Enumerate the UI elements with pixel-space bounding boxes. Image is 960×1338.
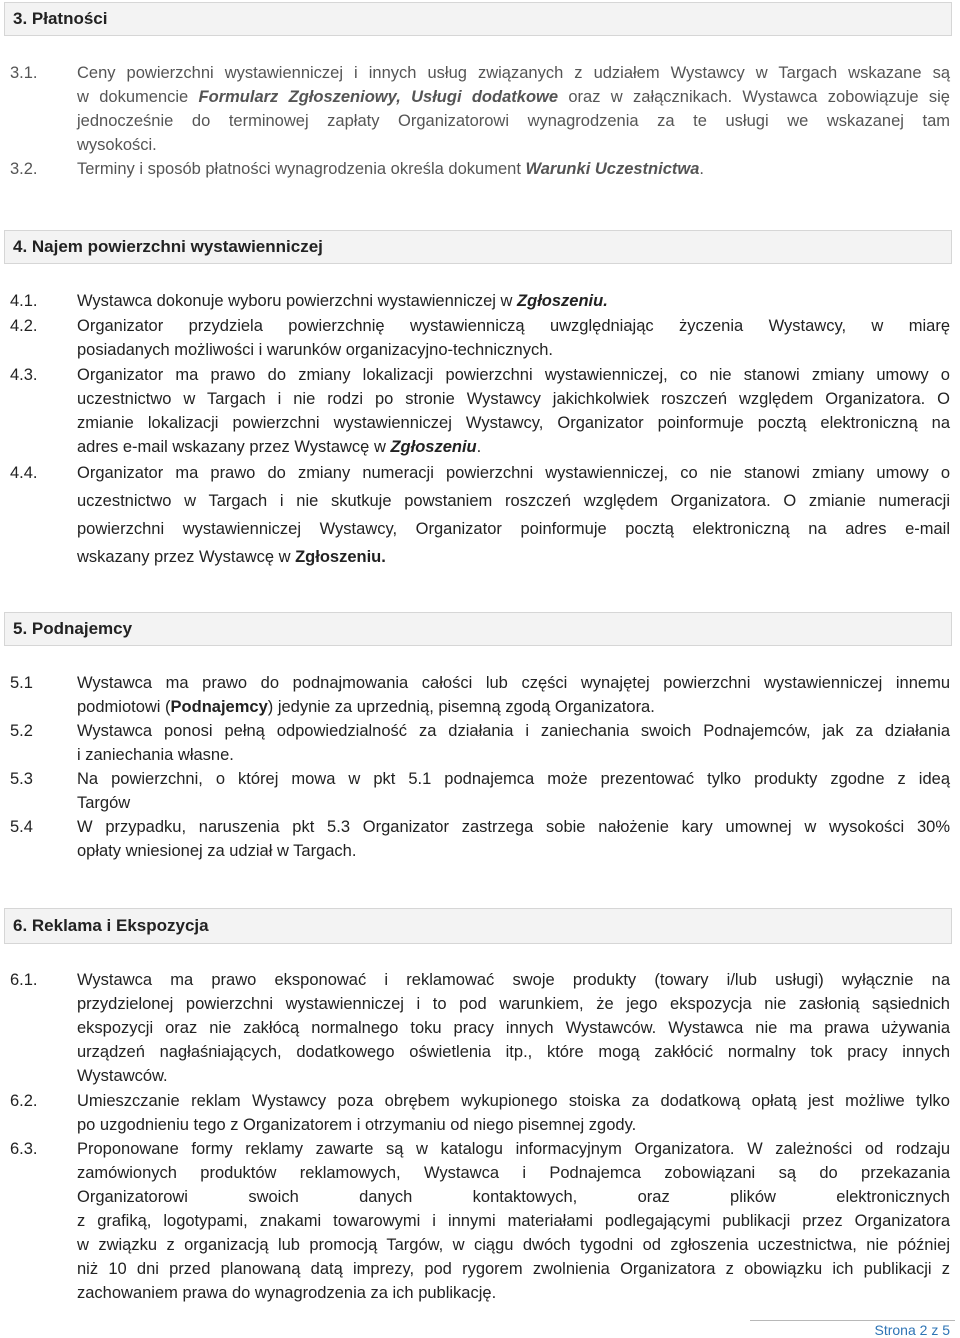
section-3-heading xyxy=(4,2,952,36)
text-line: W przypadku, naruszenia pkt 5.3 Organizator zastrzega sobie nałożenie kary umownej w wysokości 30% xyxy=(77,818,950,836)
text-line: urządzeń nagłaśniających, dodatkowego oświetlenia itp., które mogą zakłócić normalny tok pracy innych xyxy=(77,1043,950,1061)
paragraph-number: 6.3. xyxy=(10,1140,38,1158)
paragraph-number: 5.3 xyxy=(10,770,33,788)
paragraph-number: 6.1. xyxy=(10,971,38,989)
text-line: Wystawca ma prawo do podnajmowania całości lub części wynajętej powierzchni wystawienniczej innemu xyxy=(77,674,950,692)
document-reference: Zgłoszeniu. xyxy=(295,548,386,566)
section-6-title: 6. Reklama i Ekspozycja xyxy=(13,916,209,935)
paragraph-number: 4.4. xyxy=(10,464,38,482)
text-line: w dokumencie Formularz Zgłoszeniowy, Usługi dodatkowe oraz w załącznikach. Wystawca zobowiązuje się xyxy=(77,88,950,106)
text-line: Wystawca dokonuje wyboru powierzchni wystawienniczej w Zgłoszeniu. xyxy=(77,292,608,310)
text-line: Organizatorowi swoich danych kontaktowych, oraz plików elektronicznych xyxy=(77,1188,950,1206)
text-line: zamówionych produktów reklamowych, Wystawca i Podnajemca zobowiązani są do przekazania xyxy=(77,1164,950,1182)
text-line: Proponowane formy reklamy zawarte są w katalogu informacyjnym Organizatora. W zależności od rodzaju xyxy=(77,1140,950,1158)
text-line: wskazany przez Wystawcę w Zgłoszeniu. xyxy=(77,548,386,566)
text-line: Targów xyxy=(77,794,131,812)
text-line: Terminy i sposób płatności wynagrodzenia określa dokument Warunki Uczestnictwa. xyxy=(77,160,704,178)
paragraph-number: 5.4 xyxy=(10,818,33,836)
section-3-title: 3. Płatności xyxy=(13,9,108,28)
text-line: adres e-mail wskazany przez Wystawcę w Zgłoszeniu. xyxy=(77,438,482,456)
text-line: Organizator przydziela powierzchnię wystawienniczą uwzględniając życzenia Wystawcy, w miarę xyxy=(77,317,950,335)
section-5-heading xyxy=(4,612,952,646)
text-line: Wystawców. xyxy=(77,1067,168,1085)
section-4-title: 4. Najem powierzchni wystawienniczej xyxy=(13,237,323,256)
document-reference: Warunki Uczestnictwa xyxy=(525,160,700,178)
text-line: powierzchni wystawienniczej Wystawcy, Organizator poinformuje pocztą elektroniczną na adres e-mail xyxy=(77,520,950,538)
text-line: uczestnictwo w Targach i nie skutkuje powstaniem roszczeń względem Organizatora. O zmianie numeracji xyxy=(77,492,950,510)
paragraph-number: 4.3. xyxy=(10,366,38,384)
text-line: z grafiką, logotypami, znakami towarowymi i innymi materiałami podlegającymi publikacji przez Organizatora xyxy=(77,1212,950,1230)
text-line: posiadanych możliwości i warunków organizacyjno-technicznych. xyxy=(77,341,553,359)
text-line: Wystawca ponosi pełną odpowiedzialność za działania i zaniechania swoich Podnajemców, jak za działania xyxy=(77,722,950,740)
text-line: wysokości. xyxy=(77,136,157,154)
text-line: opłaty wniesionej za udział w Targach. xyxy=(77,842,357,860)
paragraph-number: 6.2. xyxy=(10,1092,38,1110)
text-line: Organizator ma prawo do zmiany numeracji powierzchni wystawienniczej, co nie stanowi zmiany umowy o xyxy=(77,464,950,482)
paragraph-number: 5.1 xyxy=(10,674,33,692)
text-line: ekspozycji oraz nie zakłócą normalnego toku pracy innych Wystawców. Wystawca nie ma prawa używania xyxy=(77,1019,950,1037)
text-line: uczestnictwo w Targach i nie rodzi po stronie Wystawcy jakichkolwiek roszczeń względem Organizatora. O xyxy=(77,390,950,408)
paragraph-number: 3.2. xyxy=(10,160,38,178)
text-line: Umieszczanie reklam Wystawcy poza obrębem wykupionego stoiska za dodatkową opłatą jest możliwe tylko xyxy=(77,1092,950,1110)
paragraph-number: 4.2. xyxy=(10,317,38,335)
section-5-title: 5. Podnajemcy xyxy=(13,619,133,638)
paragraph-number: 5.2 xyxy=(10,722,33,740)
text-line: przydzielonej powierzchni wystawienniczej i to pod warunkiem, że jego ekspozycja nie zasłonią sąsiednich xyxy=(77,995,950,1013)
paragraph-number: 3.1. xyxy=(10,64,38,82)
document-reference: Zgłoszeniu. xyxy=(517,292,608,310)
document-reference: Zgłoszeniu xyxy=(390,438,477,456)
text-line: jednocześnie do terminowej zapłaty Organizatorowi wynagrodzenia za te usługi we wskazanej tam xyxy=(77,112,950,130)
text-line: Wystawca ma prawo eksponować i reklamować swoje produkty (towary i/lub usługi) wyłącznie na xyxy=(77,971,950,989)
footer-divider xyxy=(750,1320,955,1321)
paragraph-number: 4.1. xyxy=(10,292,38,310)
section-6-heading xyxy=(4,908,952,944)
text-line: po uzgodnieniu tego z Organizatorem i otrzymaniu od niego pisemnej zgody. xyxy=(77,1116,637,1134)
defined-term: Podnajemcy xyxy=(170,698,268,716)
text-line: zmianie lokalizacji powierzchni wystawienniczej Wystawcy, Organizator poinformuje pocztą elektroniczną na xyxy=(77,414,950,432)
text-line: Na powierzchni, o której mowa w pkt 5.1 podnajemca może prezentować tylko produkty zgodne z ideą xyxy=(77,770,950,788)
document-reference: Formularz Zgłoszeniowy, Usługi dodatkowe xyxy=(198,88,559,106)
text-line: Ceny powierzchni wystawienniczej i innych usług związanych z udziałem Wystawcy w Targach wskazane są xyxy=(77,64,950,82)
text-line: Organizator ma prawo do zmiany lokalizacji powierzchni wystawienniczej, co nie stanowi zmiany umowy o xyxy=(77,366,950,384)
text-line: w związku z organizacją lub promocją Targów, w ciągu dwóch tygodni od zgłoszenia uczestnictwa, nie później xyxy=(77,1236,950,1254)
page-number: Strona 2 z 5 xyxy=(874,1322,950,1338)
text-line: i zaniechania własne. xyxy=(77,746,234,764)
text-line: niż 10 dni przed planowaną datą imprezy, pod rygorem zwolnienia Organizatora z obowiązku ich publikacji z xyxy=(77,1260,950,1278)
text-line: zachowaniem prawa do wynagrodzenia za ich publikację. xyxy=(77,1284,497,1302)
section-4-heading xyxy=(4,230,952,264)
text-line: podmiotowi (Podnajemcy) jedynie za uprzednią, pisemną zgodą Organizatora. xyxy=(77,698,655,716)
